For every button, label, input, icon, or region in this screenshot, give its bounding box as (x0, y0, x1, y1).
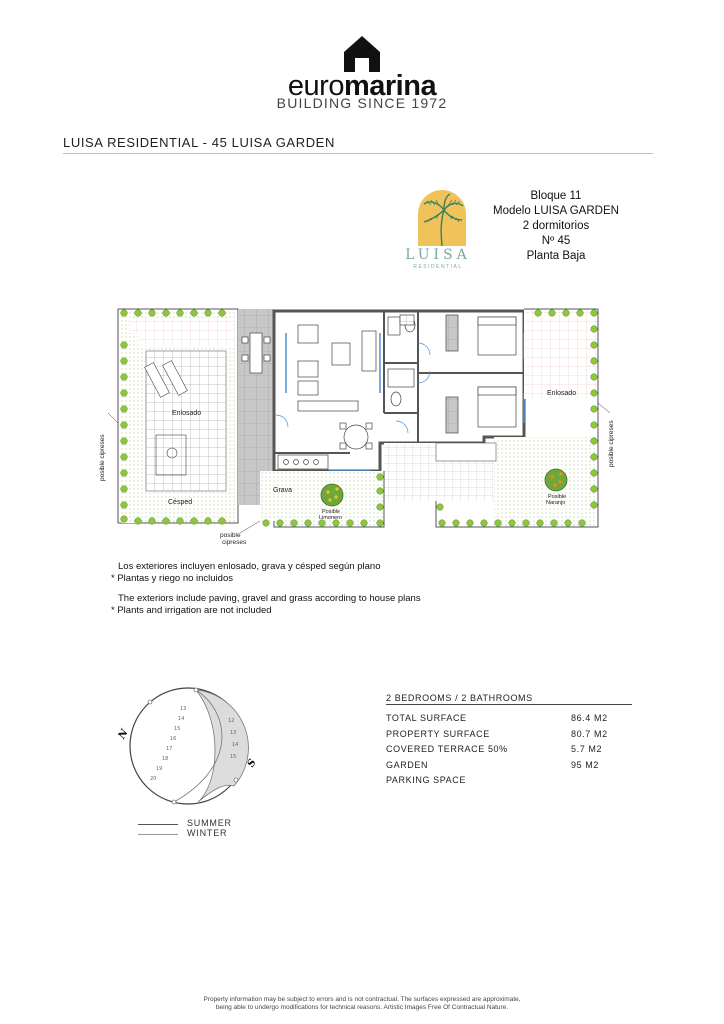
svg-text:15: 15 (230, 754, 237, 760)
legend-winter-line (138, 834, 178, 835)
svg-text:14: 14 (178, 716, 185, 722)
living-furniture (278, 325, 376, 469)
label-cipreses-right: posible cipreses (608, 420, 615, 467)
svg-text:20: 20 (150, 776, 157, 782)
info-block: Bloque 11 (530, 190, 582, 202)
spec-label: PROPERTY SURFACE (386, 729, 490, 739)
info-floor: Planta Baja (526, 250, 586, 262)
info-number: Nº 45 (541, 235, 571, 247)
gravel-area (260, 471, 276, 521)
specs-heading: 2 BEDROOMS / 2 BATHROOMS (386, 693, 533, 703)
euromarina-house-icon (342, 34, 382, 74)
spec-value: 80.7 M2 (571, 729, 608, 739)
label-enlosado-left: Enlosado (172, 410, 202, 417)
orange-tree-icon (545, 469, 567, 491)
svg-text:17: 17 (166, 746, 173, 752)
note-en-line-2: * Plants and irrigation are not included (111, 605, 272, 616)
svg-text:15: 15 (174, 726, 181, 732)
label-cipreses-left: posible cipreses (99, 434, 106, 481)
disclaimer-line-2: being able to undergo modifications for technical reasons. Artistic Images Free Of Contractual Nature. (215, 1004, 509, 1011)
label-limonero-1: Posible (322, 509, 341, 515)
label-grava: Grava (273, 487, 293, 494)
title-divider (63, 153, 653, 154)
brand-subtitle: BUILDING SINCE 1972 (276, 95, 448, 111)
label-naranjo-1: Posible (548, 494, 567, 500)
label-enlosado-right: Enlosado (547, 390, 577, 397)
svg-text:13: 13 (180, 706, 187, 712)
unit-info (470, 189, 642, 264)
note-en-line-1: The exteriors include paving, gravel and grass according to house plans (118, 593, 421, 604)
page-title: LUISA RESIDENTIAL - 45 LUISA GARDEN (63, 135, 335, 150)
lemon-tree-icon (321, 484, 343, 506)
info-bedrooms: 2 dormitorios (522, 220, 590, 232)
note-es-line-2: * Plantas y riego no incluidos (111, 573, 233, 584)
label-cesped: Césped (168, 499, 193, 506)
svg-text:14: 14 (232, 742, 239, 748)
info-model: Modelo LUISA GARDEN (493, 205, 619, 217)
spec-label: TOTAL SURFACE (386, 713, 467, 723)
legend-summer-line (138, 824, 178, 825)
disclaimer-line-1: Property information may be subject to errors and is not contractual. The surfaces expressed are approximate, (203, 996, 521, 1003)
disclaimer-footer (0, 996, 724, 1012)
label-cipreses-bottom-1: posible (220, 532, 241, 539)
sun-path-diagram (110, 682, 260, 822)
brand-name-light: euro (287, 70, 344, 102)
spec-label: PARKING SPACE (386, 775, 466, 785)
legend-winter-label: WINTER (187, 828, 228, 838)
south-marker: S (245, 757, 259, 770)
svg-text:19: 19 (156, 766, 163, 772)
label-limonero-2: Limonero (319, 515, 342, 521)
north-marker: N (116, 727, 131, 741)
luisa-wordmark-sub: RESIDENTIAL (413, 264, 463, 270)
spec-value: 5.7 M2 (571, 744, 603, 754)
luisa-wordmark: LUISA (405, 247, 471, 263)
svg-text:16: 16 (170, 736, 177, 742)
svg-text:13: 13 (230, 730, 237, 736)
legend-summer-label: SUMMER (187, 818, 232, 828)
spec-label: COVERED TERRACE 50% (386, 744, 508, 754)
svg-text:18: 18 (162, 756, 169, 762)
svg-text:12: 12 (228, 718, 235, 724)
note-es-line-1: Los exteriores incluyen enlosado, grava y césped según plano (118, 561, 381, 572)
spec-label: GARDEN (386, 760, 429, 770)
spec-value: 86.4 M2 (571, 713, 608, 723)
label-naranjo-2: Naranjo (546, 500, 566, 506)
bathrooms (388, 315, 415, 406)
label-cipreses-bottom-2: cipreses (222, 539, 247, 546)
floor-plan (99, 303, 620, 546)
specs-divider (386, 704, 632, 705)
spec-value: 95 M2 (571, 760, 600, 770)
brand-name-bold: marina (343, 70, 437, 102)
